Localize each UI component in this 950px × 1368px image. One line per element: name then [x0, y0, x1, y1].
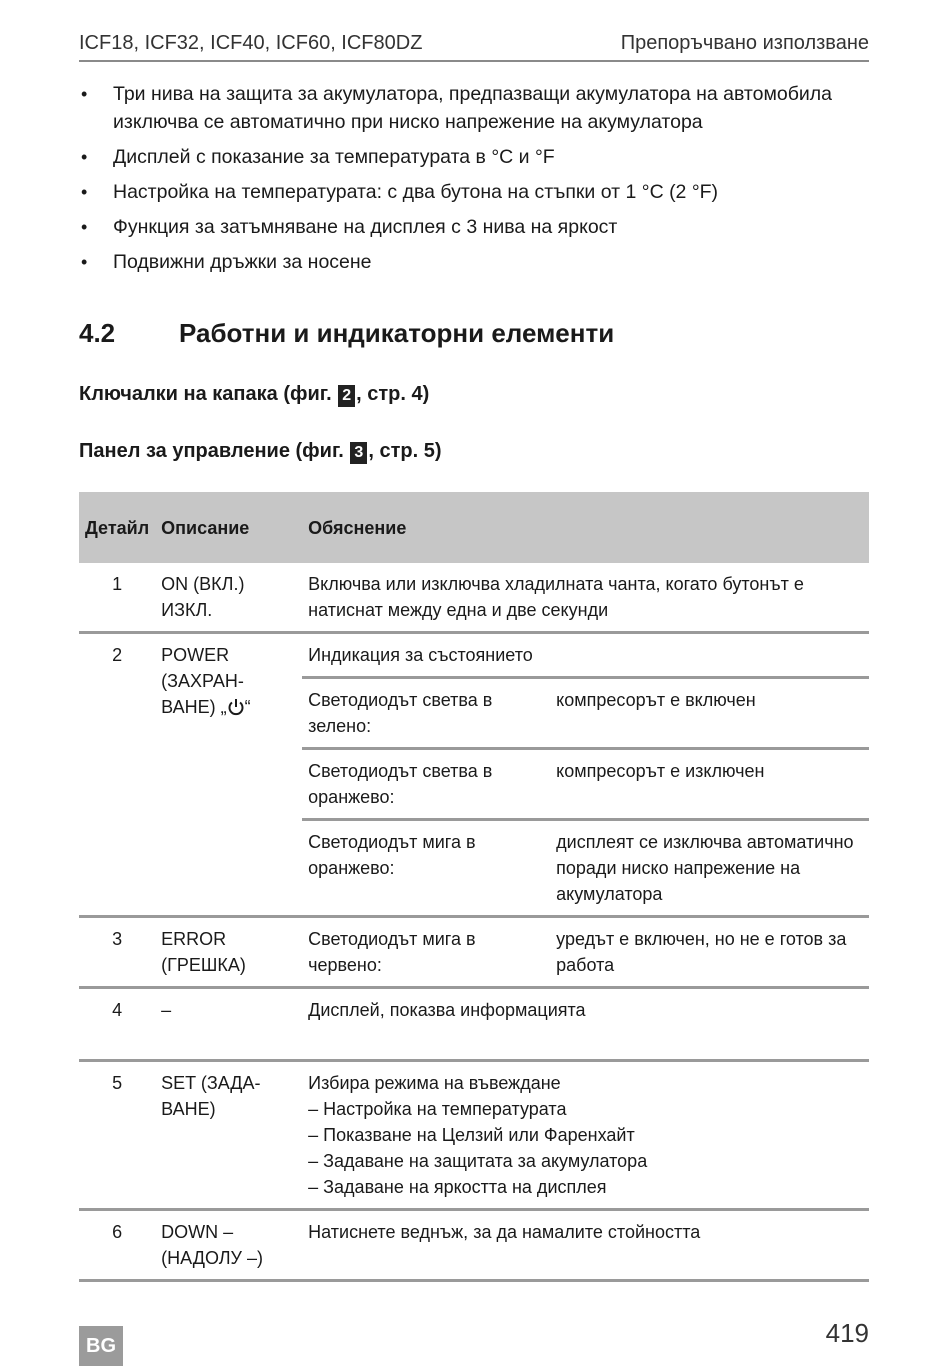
subheading-control-panel — [79, 440, 441, 464]
table-row — [79, 633, 869, 678]
page-number: 419 — [825, 1318, 869, 1348]
desc-text: POWER (ЗАХРАН-ВАНЕ) „ — [161, 645, 244, 717]
cell-num: 5 — [79, 1061, 155, 1210]
cell-condition: Светодиодът мига в оранжево: — [302, 820, 550, 917]
cell-desc: ERROR (ГРЕШКА) — [155, 917, 302, 988]
power-icon — [227, 698, 245, 716]
table-row — [79, 563, 869, 633]
cell-desc — [155, 633, 302, 917]
cell-condition: Светодиодът светва в зелено: — [302, 678, 550, 749]
expl-line: Избира режима на въвеждане — [308, 1073, 561, 1093]
section-heading — [79, 318, 614, 349]
cell-expl: Индикация за състоянието — [302, 633, 869, 678]
table-row — [79, 1210, 869, 1281]
feature-list — [79, 80, 869, 283]
cell-condition: Светодиодът мига в червено: — [302, 917, 550, 988]
cell-num: 6 — [79, 1210, 155, 1281]
subheading-text: , стр. 5) — [368, 440, 442, 462]
figure-ref-badge: 2 — [338, 385, 355, 407]
cell-expl: Включва или изключва хладилната чанта, когато бутонът е натиснат между една и две секунди — [302, 563, 869, 633]
cell-result: дисплеят се изключва автоматично поради ниско напрежение на акумулатора — [550, 820, 869, 917]
section-number: 4.2 — [79, 318, 116, 348]
cell-desc: ON (ВКЛ.) ИЗКЛ. — [155, 563, 302, 633]
cell-expl: Натиснете веднъж, за да намалите стойността — [302, 1210, 869, 1281]
cell-num: 1 — [79, 563, 155, 633]
figure-ref-badge: 3 — [350, 442, 367, 464]
cell-result: компресорът е включен — [550, 678, 869, 749]
cell-condition: Светодиодът светва в оранжево: — [302, 749, 550, 820]
table-row — [79, 1061, 869, 1210]
header-description: Описание — [155, 492, 302, 563]
page-header — [79, 28, 869, 62]
list-item: • Дисплей с показание за температурата в °C и °F — [79, 143, 869, 171]
desc-text-end: “ — [244, 697, 251, 717]
language-badge: BG — [79, 1326, 123, 1366]
table-header-row — [79, 492, 869, 563]
cell-desc: DOWN – (НАДОЛУ –) — [155, 1210, 302, 1281]
table-row — [79, 917, 869, 988]
cell-desc: – — [155, 988, 302, 1061]
subheading-lid-switches — [79, 383, 429, 407]
header-detail: Детайл — [79, 492, 155, 563]
expl-line: – Показване на Целзий или Фаренхайт — [308, 1125, 635, 1145]
list-item: • Подвижни дръжки за носене — [79, 248, 869, 276]
controls-table — [79, 492, 869, 1282]
expl-line: – Настройка на температурата — [308, 1099, 567, 1119]
list-item: • Функция за затъмняване на дисплея с 3 нива на яркост — [79, 213, 869, 241]
list-item: • Три нива на защита за акумулатора, предпазващи акумулатора на автомобила изключва се автоматично при ниско напрежение на акумулатора — [79, 80, 869, 136]
expl-line: – Задаване на защитата за акумулатора — [308, 1151, 648, 1171]
table-row — [79, 988, 869, 1061]
list-item: • Настройка на температурата: с два бутона на стъпки от 1 °C (2 °F) — [79, 178, 869, 206]
header-explanation: Обяснение — [302, 492, 869, 563]
expl-line: – Задаване на яркостта на дисплея — [308, 1177, 607, 1197]
cell-num: 3 — [79, 917, 155, 988]
subheading-text: , стр. 4) — [356, 383, 430, 405]
header-models: ICF18, ICF32, ICF40, ICF60, ICF80DZ — [79, 32, 423, 54]
cell-expl — [302, 1061, 869, 1210]
cell-num: 4 — [79, 988, 155, 1061]
subheading-text: Ключалки на капака (фиг. — [79, 383, 332, 405]
section-title: Работни и индикаторни елементи — [179, 318, 615, 348]
header-section: Препоръчвано използване — [620, 32, 869, 54]
cell-expl: Дисплей, показва информацията — [302, 988, 869, 1061]
cell-desc: SET (ЗАДА-ВАНЕ) — [155, 1061, 302, 1210]
cell-num: 2 — [79, 633, 155, 917]
subheading-text: Панел за управление (фиг. — [79, 440, 344, 462]
cell-result: компресорът е изключен — [550, 749, 869, 820]
cell-result: уредът е включен, но не е готов за работа — [550, 917, 869, 988]
